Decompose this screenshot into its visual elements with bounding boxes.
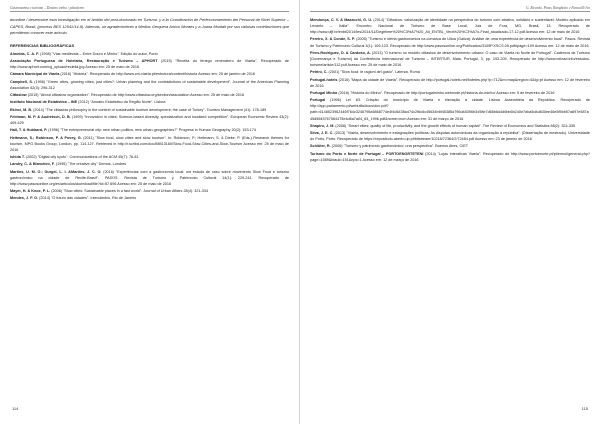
reference-text: (2006) "Turismo y patrimonio gastronómico: una perspectiva". Buenos Aires, CIET <box>330 144 469 149</box>
reference-text: (2013) "O turismo no modelo cittaslow de desenvolvimento urbano: O caso de Viaela no Norte de Portugal". Cadernos de Turismo [Governança e Turismo] da Conferência Internacional de Turismo – INTERTUR, Maia, Portugal, 3, pp. 193-209. Recuperado de http://www.ceinad.info/estudos-turisme/article/112.pdf Acesso em: 25 de maio de 2016 <box>310 50 590 68</box>
reference-author: Portugal <box>310 98 326 103</box>
reference-entry <box>10 154 289 160</box>
reference-entry <box>310 36 590 48</box>
reference-author: Martins, U. M. O.; Gurgel, L. I. &Martins, J. C. O. <box>10 169 102 174</box>
reference-entry <box>10 51 289 57</box>
reference-author: Mendes, J. F. G. <box>10 196 39 201</box>
reference-entry <box>10 161 289 167</box>
reference-text: (1998) "Vias medievais – Entre Douro e Minho". Edição do autor, Porto <box>39 51 158 56</box>
reference-author: Turismo do Porto e Norte de Portugal – PORTOENORTETENI <box>310 151 424 156</box>
reference-author: Landry, C. & Bianchini, F. <box>10 162 55 167</box>
reference-author: Hall, T. & Hubbard, P. <box>10 128 48 133</box>
reference-text: (1999) "Innovation in cities: Science-based diversity, specialization and localized competition". European Economic Review 43(2): 409-429 <box>10 114 290 126</box>
acknowledgements-paragraph: doordine / desenvolve esta investigação em el âmbito del post-doctorado en Turismo, y a la Coordinación de Perfeccionamiento del Personal de Nivel Superior – CAPES, Brasil, (process BEX 12541/14-9). Además, un agradecimiento a Medius Gerquera Amico Moraes y a Juana Montalt por sus valiosas contribuciones que permitieron conocer este artículo. <box>10 17 289 36</box>
reference-entry <box>10 188 289 194</box>
reference-text: (1996) "Green cities, growing cities, just cities?: Urban planning and the contradictions of sustainable development". Journal of the American Planning Association 62(3): 296-312 <box>10 79 289 90</box>
reference-author: Feldman, M. P. & Audretsch, D. B. <box>10 114 71 119</box>
reference-author: Portugal-hotels <box>310 77 338 82</box>
reference-entry <box>10 99 289 105</box>
reference-text: (2016) "História". Recuperado de http://www.cm-viaela.pt/estrutura/content/historia Acesso em: 25 de janeiro de 2016 <box>59 72 256 77</box>
reference-author: Ekinci, M. B. <box>10 107 33 112</box>
reference-author: Câmara Municipal de Viaela <box>10 72 60 77</box>
reference-text: (2006) "Slow cities: Sustainable places in a fast world". Journal of Urban Affairs 28(4): 321-334 <box>50 189 209 194</box>
reference-text: (2011) "Slow food, slow cities and slow tourism". In: Robinson, P.; Heitmann, S. & Dieke, P. (Eds.) Research themes for tourism. MPG Books Group, London, pp. 114-127. Retrieved in http://r.scribd.com/doc/88513160/Slow-Food-Slow-Cities-and-Slow-Tourism Acesso em: 25 de maio de 2016 <box>10 135 289 152</box>
reference-text: (1995) "The creative city" Demos, Londres <box>54 162 127 167</box>
running-head-right: G. Ricardo, Pinto, Ranghetto e Fanuvilli Ivo <box>310 6 590 12</box>
reference-entry <box>10 127 289 133</box>
reference-text: (2006) "Smart cities: quality of life, productivity, and the growth effects of human capital". The Review of Economics and Statistics 88(2): 324-335 <box>334 123 576 128</box>
reference-author: Mayer, H. & Knox, P. L. <box>10 189 51 194</box>
reference-text: (2001) "Slow food: le ragioni del gusto". Laterza, Roma <box>327 70 420 75</box>
reference-author: Mendonça, C. V. & Mazzuchi, G. U. <box>310 18 373 22</box>
reference-entry <box>310 143 590 149</box>
reference-author: Cittaslow <box>10 93 27 98</box>
reference-entry <box>310 123 590 129</box>
reference-text: (2012) "Anuário Estatístico da Região Norte". Lisboa <box>77 100 166 105</box>
reference-text: (2014) "Lojas Interativas Viaela". Recuperado de http://www.portoenorte.pt/pt/ennoi/general.php?page=1589&biauk=151&nps=1 Acesso em: 12 de março de 2016 <box>310 151 590 162</box>
reference-entry <box>310 50 590 68</box>
reference-entry <box>10 79 289 91</box>
reference-author: Ishida T. <box>10 155 25 160</box>
references-heading: REFERENCIAS BIBLIOGRÁFICAS <box>10 42 75 48</box>
reference-entry <box>310 151 590 163</box>
reference-entry <box>310 97 590 121</box>
reference-entry <box>10 107 289 113</box>
reference-entry <box>310 17 590 35</box>
page-number-right: 115 <box>581 406 588 411</box>
reference-text: (2016) "Experiências com a gastronomia local: um estudo de caso sobre movimento Slow Food e turismo gastronômico na cidade de Recife-Brasil". PASOS. Revista de Turismo y Patrimonio Cultural 14(1): 229-241. Recuperado de http://www.pasosonline.org/es/articulos/download/file?id=57.696 Acesso em: 25 de maio de 2016 <box>10 169 289 186</box>
reference-entry <box>10 71 289 77</box>
reference-list-right <box>310 17 590 163</box>
reference-text: (2002) "Digital city kyoto". Communications of the ACM 45(7): 76-81 <box>24 155 139 160</box>
reference-text: (1996) "The entrepreneurial city: new urban politics, new urban geographies?" Progress in Human Geography 20(2): 153-174 <box>47 128 257 133</box>
right-page <box>300 0 600 424</box>
reference-author: Heitmann, S.; Robinson, P. & Povey, G. <box>10 135 82 140</box>
reference-text: (1996) Lei 63. Criação do município de Viaela e elevação à cidade. Lisboa Assembleia da República. Recuperado de http://app.parlamento.pt/webutils/docs/doc.pdf?path=6148523962446f764c3246795a5868774e4f4d6435a474c2f6c6c45634b6f45385d796d48396b3498e7d66b6d4d6bb6b240e7dba5d4d630ee46e5f5bb57a697e587a45d5645767564475e4d6a7a04_63_1996.pdf&nome=num Acesso em: 31 de março de 2016 <box>310 98 590 121</box>
reference-text: (2014) "O futuro das cidades". Intercâmbio, Rio de Janeiro <box>38 196 137 201</box>
reference-text: (2016) "História do Minho". Recuperado de http://portugalminho.webnode.pt/historia-do-minho/ Acesso em: 5 de fevereiro de 2016 <box>337 90 555 95</box>
reference-author: Shapiro, J. M. <box>310 123 335 128</box>
reference-author: Petrini, C. <box>310 70 328 75</box>
reference-entry <box>10 92 289 98</box>
reference-text: (2005) "Turismo e oferta gastronómica na comarca de Ulloa (Galiza): Análise de uma experiência de desenvolvimento local". Pasos. Revista de Turismo y Patrimonio Cultural 3(1): 109-123. Recuperado de http://www.pasosonline.org/Publicados/3105P.XSCS.05.pdf#page=109 Acesso em: 12 de maio de 2016 <box>310 37 590 48</box>
reference-text: (2014) "The cittaslow philosophy in the context of sustainable tourism development; the case of Turkey". Tourism Management (41): 178-189 <box>32 107 267 112</box>
reference-entry <box>310 69 590 75</box>
reference-author: Pereiro, X. & Conde, S. P. <box>310 37 355 42</box>
reference-author: Pires-Rodriguez, D. & Cardoso, A. <box>310 50 371 55</box>
reference-author: Instituto Nacional de Estatística – INE <box>10 100 78 105</box>
reference-author: Portugal Minho <box>310 90 338 95</box>
reference-list-left <box>10 51 289 202</box>
reference-text: (2015) "Receita do fenego renenderro de Viaela". Recuperado de http://www.aphort.com/cg_upload/recleila.jpg Acesso em: 25 de maio de 2016 <box>10 59 289 70</box>
reference-author: Silva, J. E. C. <box>310 131 334 136</box>
reference-entry <box>10 114 289 126</box>
reference-author: Almeida, C. A. F. <box>10 51 40 56</box>
reference-text: (2013) "Viaela, desenvolvimento e estagnações políticas: As disputas autonómicas da organização à república". (Dissertação de mestrado). Universidade do Porto, Porto. Recuperado de https://repositorio.aberto.up.pt/bitstream/10216/72364/2/72484.pdf Acesso em: 23 de janeiro de 2016 <box>310 131 590 142</box>
reference-text: (2014) "Cittaslow: valorização de identidade na perspectiva do turismo com atrativo, solidário e sustentável: Modelo aplicado em Levanto – Itália". Encontro Nacional de Turismo de Base Local, Juiz de Fora, MG, Brasil, 13. Recuperado de http://www.ufjf.br/enbtl2014/les/2014/11/Degelime%20%C3%A7%20_All_ENTBL_Vera%20%C3%A7o-Final_atualizado-17-12.pdf Acesso em: 12 de maio de 2016 <box>310 18 590 35</box>
reference-entry <box>310 130 590 142</box>
running-head-left: Gastronomia e turismo – Destino vinho / plataform <box>10 6 289 12</box>
reference-text: (2015) "About cittaslow organization". Recuperado de http://www.cittaslow.org/section/association Acesso em: 25 de maio de 2016 <box>26 93 245 98</box>
reference-author: Associação Portuguesa de Hotelaria, Restauração e Turismo – APHORT <box>10 59 158 64</box>
reference-author: Schlüter, R. <box>310 144 331 149</box>
reference-entry <box>10 58 289 70</box>
reference-entry <box>310 90 590 96</box>
reference-author: Campbell, S. <box>10 79 33 84</box>
reference-entry <box>10 195 289 201</box>
page-number-left: 114 <box>12 406 19 411</box>
reference-entry <box>10 169 289 187</box>
reference-entry <box>10 135 289 153</box>
reference-text: (2016) "Mapa da cidade de Viaela". Recuperado de http://portugal-hotels.net/hoteles.php?p=712&m=map&region=4&lg=pt Acesso em: 12 de fevereiro de 2016 <box>310 77 590 88</box>
reference-entry <box>310 77 590 89</box>
